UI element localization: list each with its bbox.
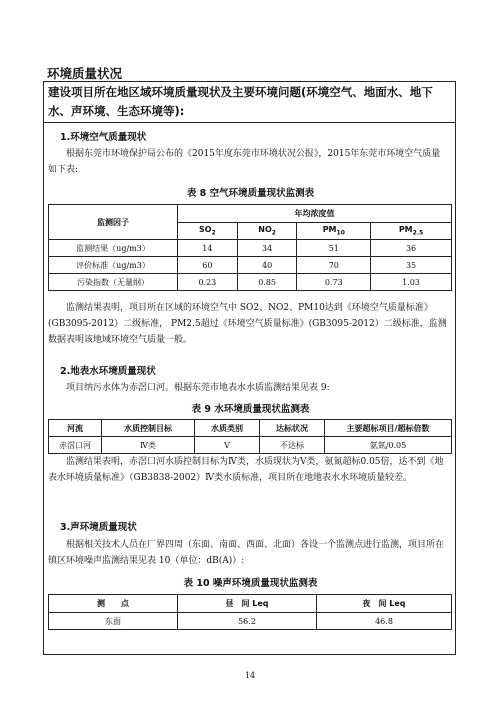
cell-value: 35 — [371, 257, 452, 274]
frame-header-text: 建设项目所在地区域环境质量现状及主要环境问题(环境空气、地面水、地下水、声环境、生态环境等): — [48, 85, 433, 118]
water-col-header: 河流 — [49, 420, 102, 437]
air-quality-table — [48, 204, 452, 291]
table-row — [49, 240, 452, 257]
pollutant-pm25: $PM_{2.5}$ — [371, 223, 452, 240]
row-label: 评价标准（ug/m3） — [49, 257, 178, 274]
water-quality-table — [48, 419, 452, 454]
cell-value: 40 — [237, 257, 297, 274]
table10-caption: 表 10 噪声环境质量现状监测表 — [183, 578, 318, 589]
air-quality-conclusion: 监测结果表明，项目所在区域的环境空气中 SO2、NO2、PM10达到《环境空气质量标准》(GB3095-2012）二级标准， PM2.5超过《环境空气质量标准》(GB3095-2012）二级标准，监测数据表明该地域环境空气质量一般。 — [48, 303, 447, 345]
cell-value: 34 — [237, 240, 297, 257]
table-row — [49, 613, 452, 630]
noise-col-header: 夜 间 Leq — [317, 595, 452, 613]
pollutant-so2: $SO_2$ — [178, 223, 238, 240]
cell-value: Ⅳ类 — [102, 437, 195, 454]
cell-value: 赤滘口河 — [49, 437, 102, 454]
row-label: 监测结果（ug/m3） — [49, 240, 178, 257]
section-title: 环境质量状况 — [47, 66, 123, 81]
noise-heading: 3.声环境质量现状 — [60, 522, 137, 533]
air-quality-heading: 1.环境空气质量现状 — [60, 132, 147, 143]
table-row — [49, 257, 452, 274]
pollutant-pm10: $PM_{10}$ — [297, 223, 371, 240]
page-number: 14 — [244, 671, 256, 680]
cell-value: 70 — [297, 257, 371, 274]
surface-water-heading: 2.地表水环境质量现状 — [60, 366, 156, 377]
surface-water-intro: 项目纳污水体为赤滘口河。根据东莞市地表水水质监测结果见表 9: — [66, 383, 330, 393]
noise-table — [48, 594, 452, 630]
frame-header — [44, 82, 455, 123]
water-col-header: 水质控制目标 — [102, 420, 195, 437]
cell-value: 不达标 — [260, 437, 325, 454]
cell-value: 1.03 — [371, 274, 452, 291]
cell-value: 东面 — [49, 613, 178, 630]
air-quality-intro: 根据东莞市环境保护局公布的《2015年度东莞市环境状况公报》，2015年东莞市环境空气质量如下表: — [48, 149, 441, 175]
cell-value: Ⅴ — [195, 437, 260, 454]
row-label: 污染指数（无量纲） — [49, 274, 178, 291]
cell-value: 氨氮/0.05 — [325, 437, 452, 454]
cell-value: 0.85 — [237, 274, 297, 291]
content-frame — [43, 81, 456, 655]
water-col-header: 达标状况 — [260, 420, 325, 437]
noise-intro: 根据相关技术人员在厂界四周（东面、南面、西面、北面）各设一个监测点进行监测，项目所在镇区环境噪声监测结果见表 10（单位：dB(A)）: — [48, 540, 445, 566]
surface-water-conclusion: 监测结果表明，赤滘口河水质控制目标为Ⅳ类，水质现状为Ⅴ类，氨氮超标0.05倍，达不到《地表水环境质量标准》（GB3838-2002）Ⅳ类水质标准，项目所在地地表水水环境质量较差。 — [48, 457, 444, 483]
noise-col-header: 测 点 — [49, 595, 178, 613]
table8-caption: 表 8 空气环境质量现状监测表 — [186, 188, 315, 199]
cell-value: 60 — [178, 257, 238, 274]
cell-value: 0.73 — [297, 274, 371, 291]
cell-value: 36 — [371, 240, 452, 257]
table9-caption: 表 9 水环境质量现状监测表 — [191, 404, 310, 415]
water-col-header: 主要超标项目/超标倍数 — [325, 420, 452, 437]
cell-value: 46.8 — [317, 613, 452, 630]
cell-value: 14 — [178, 240, 238, 257]
cell-value: 0.23 — [178, 274, 238, 291]
table-row — [49, 437, 452, 454]
water-col-header: 水质类别 — [195, 420, 260, 437]
cell-value: 51 — [297, 240, 371, 257]
noise-col-header: 昼 间 Leq — [178, 595, 317, 613]
col-avg-header: 年均浓度值 — [178, 205, 452, 223]
col-factor-header: 监测因子 — [49, 205, 178, 240]
pollutant-no2: $NO_2$ — [237, 223, 297, 240]
cell-value: 56.2 — [178, 613, 317, 630]
table-row — [49, 274, 452, 291]
